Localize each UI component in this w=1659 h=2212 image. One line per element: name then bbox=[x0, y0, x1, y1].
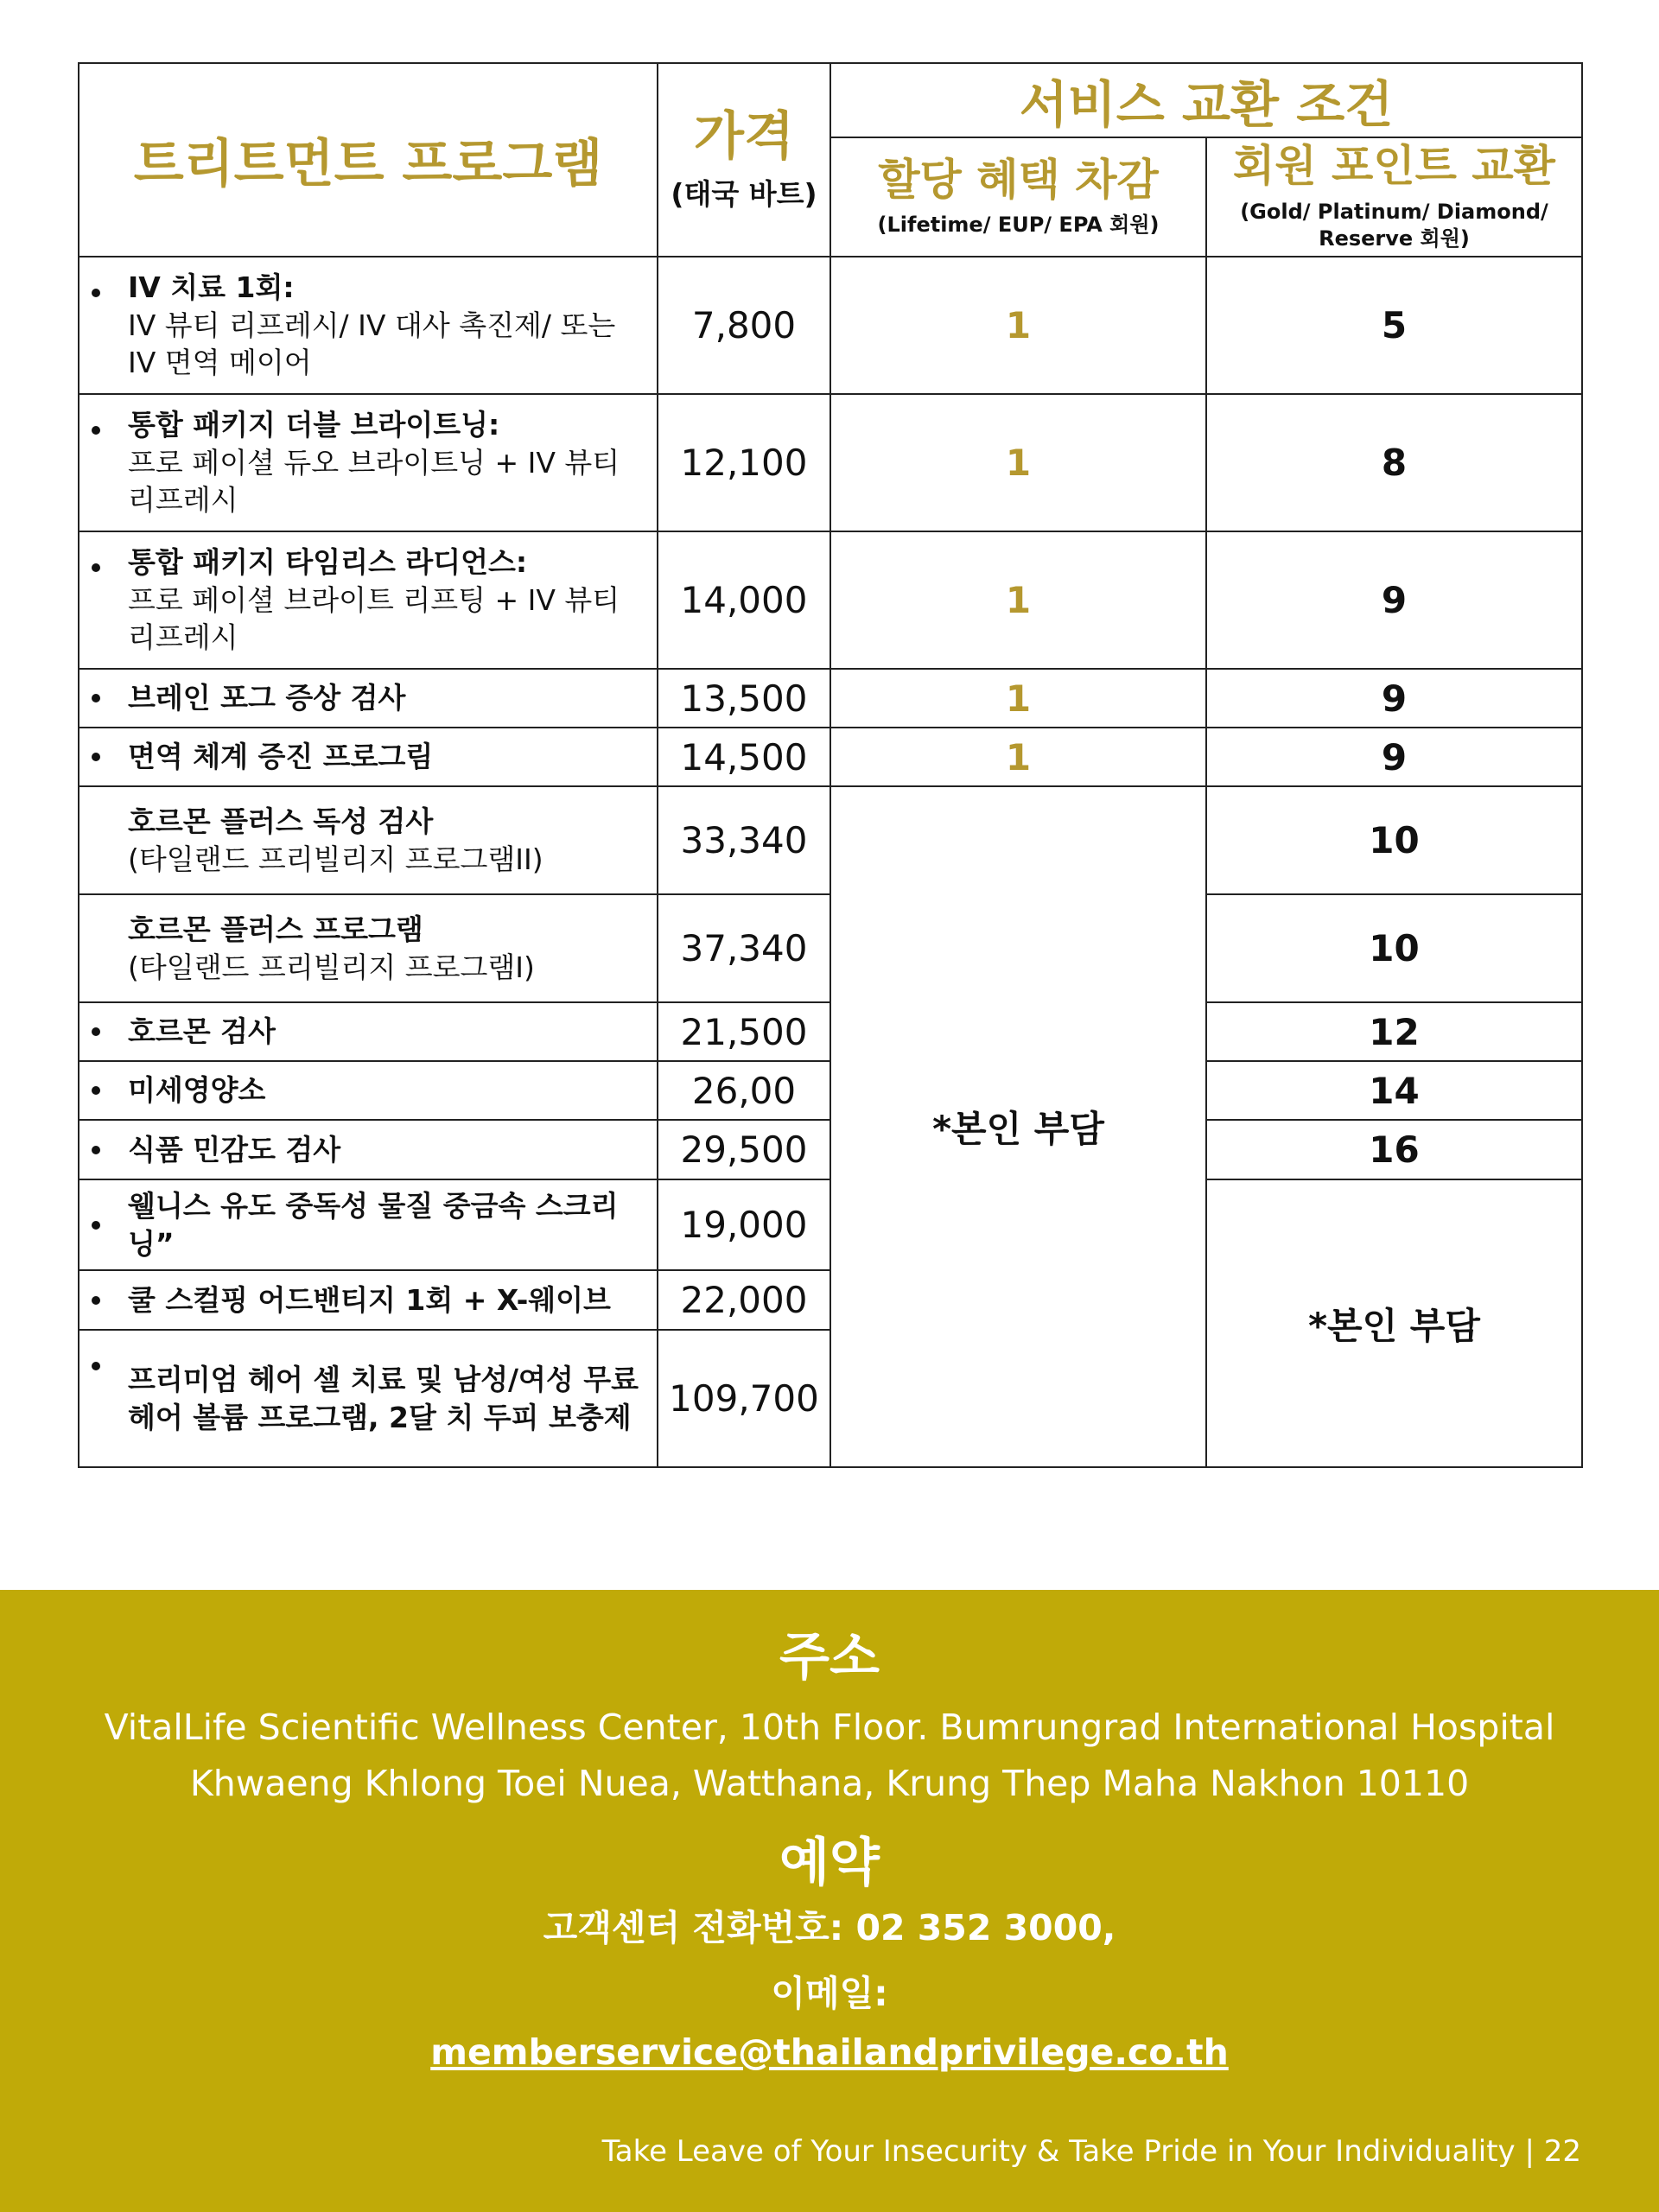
price-value: 12,100 bbox=[658, 394, 830, 531]
program-cell bbox=[79, 1270, 658, 1330]
header-price-label: 가격 bbox=[694, 105, 794, 167]
program-cell bbox=[79, 894, 658, 1002]
program-desc: (타일랜드 프리빌리지 프로그램I) bbox=[128, 950, 535, 984]
price-value: 29,500 bbox=[658, 1120, 830, 1179]
points-value: 14 bbox=[1206, 1061, 1582, 1120]
header-allotment bbox=[830, 137, 1206, 257]
price-value: 109,700 bbox=[658, 1330, 830, 1467]
points-value: 10 bbox=[1206, 894, 1582, 1002]
allotment-value: 1 bbox=[830, 394, 1206, 531]
booking-title: 예약 bbox=[779, 1833, 880, 1893]
self-pay-allotment: *본인 부담 bbox=[830, 786, 1206, 1467]
contact-footer bbox=[0, 1590, 1659, 2212]
program-cell bbox=[79, 728, 658, 786]
program-name: 쿨 스컬핑 어드밴티지 1회 + X-웨이브 bbox=[128, 1282, 611, 1317]
table-row bbox=[79, 669, 1582, 728]
price-value: 37,340 bbox=[658, 894, 830, 1002]
program-desc: 프로 페이셜 듀오 브라이트닝 + IV 뷰티 리프레시 bbox=[128, 445, 620, 518]
program-name: 식품 민감도 검사 bbox=[128, 1132, 341, 1166]
allotment-value: 1 bbox=[830, 669, 1206, 728]
address-line-2: Khwaeng Khlong Toei Nuea, Watthana, Krung Thep Maha Nakhon 10110 bbox=[189, 1763, 1470, 1804]
header-price-unit: (태국 바트) bbox=[671, 176, 817, 211]
treatment-price-table-wrapper bbox=[78, 62, 1581, 1468]
header-allotment-label: 할당 혜택 차감 bbox=[878, 154, 1159, 205]
price-value: 19,000 bbox=[658, 1179, 830, 1270]
points-value: 8 bbox=[1206, 394, 1582, 531]
program-cell bbox=[79, 669, 658, 728]
program-name: 호르몬 플러스 독성 검사 bbox=[128, 804, 434, 838]
table-row bbox=[79, 786, 1582, 894]
header-exchange: 서비스 교환 조건 bbox=[830, 63, 1582, 137]
price-value: 22,000 bbox=[658, 1270, 830, 1330]
treatment-price-table bbox=[78, 62, 1583, 1468]
program-name: 통합 패키지 타임리스 라디언스: bbox=[128, 545, 528, 580]
email-link[interactable]: memberservice@thailandprivilege.co.th bbox=[430, 2031, 1229, 2073]
address-title: 주소 bbox=[779, 1627, 880, 1688]
points-value: 9 bbox=[1206, 531, 1582, 669]
header-allotment-note: (Lifetime/ EUP/ EPA 회원) bbox=[877, 213, 1160, 238]
header-points bbox=[1206, 137, 1582, 257]
program-cell bbox=[79, 257, 658, 394]
program-name: 호르몬 검사 bbox=[128, 1014, 276, 1049]
program-name: IV 치료 1회: bbox=[128, 270, 295, 305]
email-label: 이메일: bbox=[771, 1973, 888, 2014]
price-value: 14,000 bbox=[658, 531, 830, 669]
price-value: 21,500 bbox=[658, 1002, 830, 1061]
program-name: 면역 체계 증진 프로그림 bbox=[128, 740, 434, 774]
self-pay-points: *본인 부담 bbox=[1206, 1179, 1582, 1467]
program-cell bbox=[79, 1061, 658, 1120]
program-desc: (타일랜드 프리빌리지 프로그램II) bbox=[128, 842, 543, 876]
program-name: 웰니스 유도 중독성 물질 중금속 스크리닝” bbox=[128, 1188, 619, 1261]
program-name: 브레인 포그 증상 검사 bbox=[128, 681, 406, 715]
program-desc: IV 뷰티 리프레시/ IV 대사 촉진제/ 또는 IV 면역 메이어 bbox=[128, 308, 616, 380]
program-cell bbox=[79, 1179, 658, 1270]
price-value: 14,500 bbox=[658, 728, 830, 786]
program-name: 호르몬 플러스 프로그램 bbox=[128, 912, 423, 946]
table-row bbox=[79, 728, 1582, 786]
points-value: 12 bbox=[1206, 1002, 1582, 1061]
table-row bbox=[79, 394, 1582, 531]
program-desc: 프로 페이셜 브라이트 리프팅 + IV 뷰티 리프레시 bbox=[128, 582, 620, 655]
table-row bbox=[79, 257, 1582, 394]
points-value: 9 bbox=[1206, 669, 1582, 728]
points-value: 16 bbox=[1206, 1120, 1582, 1179]
program-cell bbox=[79, 1002, 658, 1061]
header-price bbox=[658, 63, 830, 257]
header-points-note: (Gold/ Platinum/ Diamond/ Reserve 회원) bbox=[1240, 199, 1548, 251]
program-name: 프리미엄 헤어 셀 치료 및 남성/여성 무료 헤어 볼륨 프로그램, 2달 치 두피 보충제 bbox=[128, 1362, 639, 1434]
header-points-label: 회원 포인트 교환 bbox=[1233, 141, 1555, 192]
price-value: 33,340 bbox=[658, 786, 830, 894]
points-value: 9 bbox=[1206, 728, 1582, 786]
points-value: 10 bbox=[1206, 786, 1582, 894]
allotment-value: 1 bbox=[830, 728, 1206, 786]
program-cell bbox=[79, 786, 658, 894]
program-cell bbox=[79, 1330, 658, 1467]
program-cell bbox=[79, 394, 658, 531]
phone-number: 고객센터 전화번호: 02 352 3000, bbox=[543, 1907, 1116, 1948]
price-value: 13,500 bbox=[658, 669, 830, 728]
price-value: 7,800 bbox=[658, 257, 830, 394]
page-tagline: Take Leave of Your Insecurity & Take Pride in Your Individuality | 22 bbox=[601, 2134, 1581, 2169]
program-name: 통합 패키지 더블 브라이트닝: bbox=[128, 408, 500, 442]
program-cell bbox=[79, 1120, 658, 1179]
allotment-value: 1 bbox=[830, 531, 1206, 669]
table-row bbox=[79, 531, 1582, 669]
address-line-1: VitalLife Scientific Wellness Center, 10th Floor. Bumrungrad International Hospital bbox=[104, 1707, 1555, 1748]
price-value: 26,00 bbox=[658, 1061, 830, 1120]
program-name: 미세영양소 bbox=[128, 1073, 266, 1108]
program-cell bbox=[79, 531, 658, 669]
header-program: 트리트먼트 프로그램 bbox=[79, 63, 658, 257]
points-value: 5 bbox=[1206, 257, 1582, 394]
allotment-value: 1 bbox=[830, 257, 1206, 394]
